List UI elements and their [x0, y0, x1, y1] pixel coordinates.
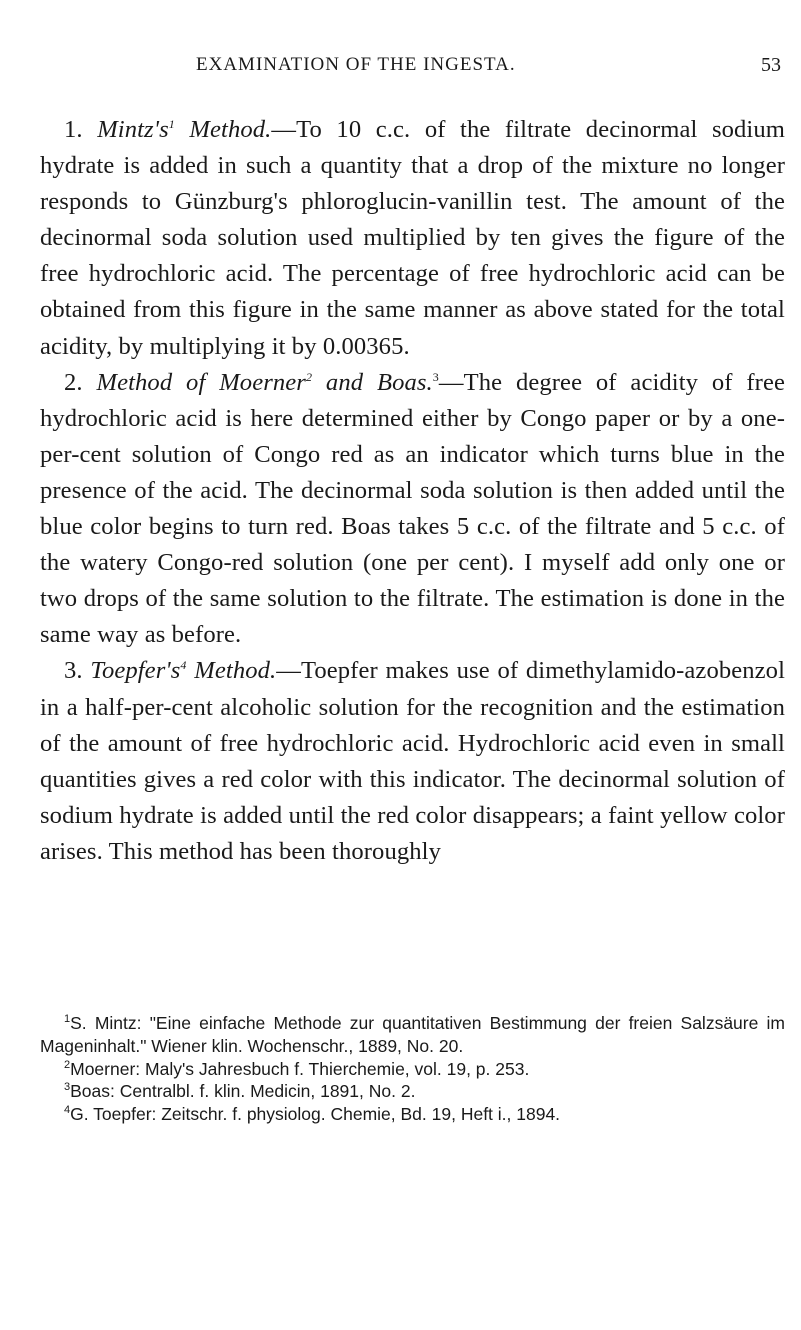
footnote-mark: 3 [64, 1081, 71, 1094]
paragraph-number: 3. [64, 657, 83, 685]
paragraph-moerner-boas-method [40, 365, 785, 654]
paragraph-text: —To 10 c.c. of the filtrate decinormal sodium hydrate is added in such a quantity that a drop of the mixture no longer responds to Günzburg's phloroglucin-vanillin test. The amount of the decinormal soda solution used multiplied by ten gives the figure of the free hydrochloric acid. The percentage of free hydrochloric acid can be obtained from this figure in the same manner as above stated for the total acidity, by multiplying it by 0.00365. [40, 116, 785, 360]
footnote [40, 1012, 785, 1058]
footnote-text: S. Mintz: "Eine einfache Methode zur quantitativen Bestimmung der freien Salzsäure im Mageninhalt." Wiener klin. Wochenschr., 1889, No. 20. [40, 1013, 785, 1056]
footnote-ref: 3 [432, 369, 439, 384]
footnotes [40, 1012, 785, 1126]
footnote [40, 1058, 785, 1081]
page-header [0, 54, 801, 84]
paragraph-number: 1. [64, 116, 83, 143]
method-title: Method of Moerner$^2$ and Boas. [96, 368, 433, 396]
footnote-ref: 2 [305, 369, 313, 384]
footnote-text: Moerner: Maly's Jahresbuch f. Thierchemie, vol. 19, p. 253. [70, 1058, 530, 1079]
page-number: 53 [761, 54, 781, 76]
footnote-text: Boas: Centralbl. f. klin. Medicin, 1891, No. 2. [70, 1081, 416, 1102]
paragraph-toepfer-method [40, 653, 785, 870]
paragraph-text: —Toepfer makes use of dimethylamido-azobenzol in a half-per-cent alcoholic solution for the recognition and the estimation of the amount of free hydrochloric acid. Hydrochloric acid even in small quantities gives a red color with this indicator. The decinormal solution of sodium hydrate is added until the red color disappears; a faint yellow color arises. This method has been thoroughly [40, 657, 785, 865]
footnote-mark: 1 [64, 1013, 71, 1026]
footnote [40, 1103, 785, 1126]
paragraph-text: —The degree of acidity of free hydrochloric acid is here determined either by Congo paper or by a one-per-cent solution of Congo red as an indicator which turns blue in the presence of the acid. The decinormal soda solution is then added until the blue color begins to turn red. Boas takes 5 c.c. of the filtrate and 5 c.c. of the watery Congo-red solution (one per cent). I myself add only one or two drops of the same solution to the filtrate. The estimation is done in the same way as before. [40, 368, 786, 649]
footnote-mark: 4 [64, 1104, 71, 1117]
footnote-ref: 4 [180, 658, 187, 673]
footnote-ref: 1 [168, 116, 175, 131]
footnote [40, 1080, 785, 1103]
paragraph-mintz-method [40, 112, 785, 365]
method-title: $Toepfer's^4$ Method. [90, 657, 277, 685]
body-text [40, 112, 785, 870]
footnote-mark: 2 [64, 1058, 71, 1071]
running-head: EXAMINATION OF THE INGESTA. [196, 54, 516, 75]
method-title: $Mintz's^1$ Method. [97, 116, 272, 143]
footnote-text: G. Toepfer: Zeitschr. f. physiolog. Chemie, Bd. 19, Heft i., 1894. [70, 1104, 561, 1125]
paragraph-number: 2. [64, 368, 83, 396]
